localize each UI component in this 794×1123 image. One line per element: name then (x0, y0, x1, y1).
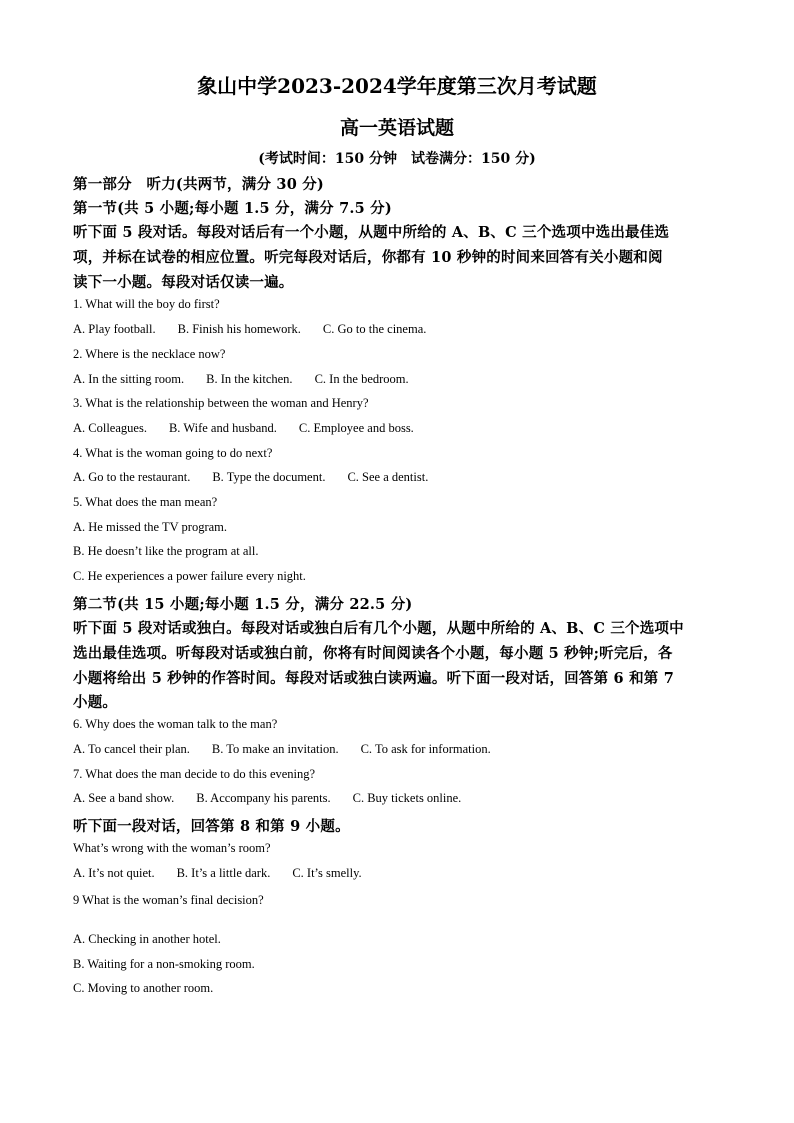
option-c: C. Buy tickets online. (352, 791, 462, 805)
option-a: A. It’s not quiet. (73, 866, 155, 880)
question-2: 2. Where is the necklace now? (73, 347, 226, 361)
option-c: C. See a dentist. (347, 470, 429, 484)
section2-instruction-line: 小题将给出 5 秒钟的作答时间。每段对话或独白读两遍。听下面一段对话，回答第 6 和第 7 (73, 670, 675, 687)
section1-heading: 第一节(共 5 小题;每小题 1.5 分，满分 7.5 分) (73, 200, 392, 217)
exam-title: 象山中学2023-2024学年度第三次月考试题 (197, 74, 597, 98)
question-4: 4. What is the woman going to do next? (73, 446, 273, 460)
option-b: B. To make an invitation. (211, 742, 339, 756)
option-a: A. To cancel their plan. (73, 742, 190, 756)
section1-instruction-line: 项，并标在试卷的相应位置。听完每段对话后，你都有 10 秒钟的时间来回答有关小题和阅 (73, 249, 663, 266)
options-7 (73, 791, 483, 806)
option-c: C. Employee and boss. (298, 421, 414, 435)
instruction-8-9: 听下面一段对话，回答第 8 和第 9 小题。 (73, 818, 350, 835)
question-8: What’s wrong with the woman’s room? (73, 841, 271, 855)
option-a: A. He missed the TV program. (73, 520, 228, 534)
option-b: B. Wife and husband. (168, 421, 277, 435)
option-a: A. Checking in another hotel. (73, 932, 221, 946)
option-a: A. Go to the restaurant. (73, 470, 191, 484)
option-c: C. It’s smelly. (292, 866, 362, 880)
exam-subtitle: 高一英语试题 (339, 117, 454, 139)
option-c: C. He experiences a power failure every night. (73, 569, 306, 583)
option-b: B. He doesn’t like the program at all. (73, 544, 259, 558)
question-3: 3. What is the relationship between the woman and Henry? (73, 396, 369, 410)
section1-instruction-line: 听下面 5 段对话。每段对话后有一个小题，从题中所给的 A、B、C 三个选项中选出最佳选 (73, 224, 670, 241)
option-c: C. To ask for information. (360, 742, 491, 756)
options-1 (73, 322, 448, 337)
option-c: C. In the bedroom. (314, 372, 409, 386)
section2-instruction-line: 小题。 (73, 694, 118, 711)
question-5: 5. What does the man mean? (73, 495, 218, 509)
option-a: A. Play football. (73, 322, 156, 336)
options-2 (73, 372, 431, 387)
option-a: A. See a band show. (73, 791, 175, 805)
option-b: B. In the kitchen. (206, 372, 293, 386)
exam-info: (考试时间：150 分钟 试卷满分：150 分) (258, 151, 536, 167)
part-heading: 第一部分 听力(共两节，满分 30 分) (73, 176, 324, 193)
option-a: A. In the sitting room. (73, 372, 185, 386)
option-b: B. Finish his homework. (177, 322, 301, 336)
option-c: C. Go to the cinema. (322, 322, 427, 336)
option-a: A. Colleagues. (73, 421, 147, 435)
option-b: B. It’s a little dark. (176, 866, 271, 880)
option-b: B. Type the document. (212, 470, 326, 484)
option-c: C. Moving to another room. (73, 981, 214, 995)
option-b: B. Waiting for a non-smoking room. (73, 957, 255, 971)
question-9: 9 What is the woman’s final decision? (73, 893, 264, 907)
options-3 (73, 421, 436, 436)
question-7: 7. What does the man decide to do this evening? (73, 767, 316, 781)
question-6: 6. Why does the woman talk to the man? (73, 717, 278, 731)
option-b: B. Accompany his parents. (196, 791, 331, 805)
section1-instruction-line: 读下一小题。每段对话仅读一遍。 (73, 274, 294, 291)
section2-instruction-line: 听下面 5 段对话或独白。每段对话或独白后有几个小题，从题中所给的 A、B、C 三个选项中 (73, 620, 684, 637)
options-4 (73, 470, 450, 485)
options-8 (73, 866, 384, 881)
section2-instruction-line: 选出最佳选项。听每段对话或独白前，你将有时间阅读各个小题，每小题 5 秒钟;听完后，各 (73, 645, 673, 662)
section2-heading: 第二节(共 15 小题;每小题 1.5 分，满分 22.5 分) (73, 596, 413, 613)
options-6 (73, 742, 513, 757)
question-1: 1. What will the boy do first? (73, 297, 220, 311)
